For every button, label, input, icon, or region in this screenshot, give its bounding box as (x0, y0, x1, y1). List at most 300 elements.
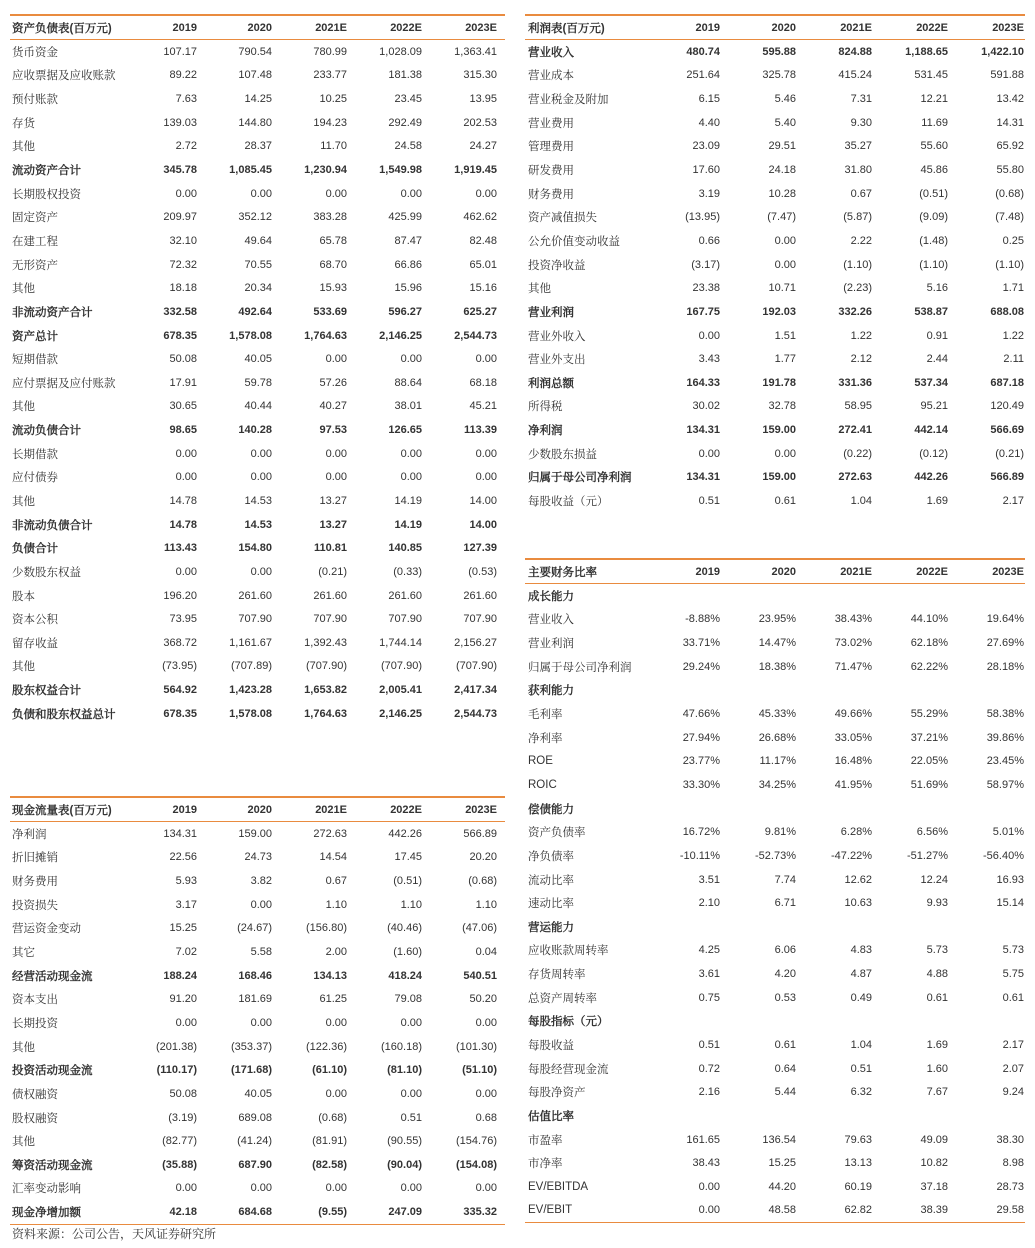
cash-flow-value-2023e: 0.00 (475, 1182, 497, 1195)
income-statement-value-2021e: 31.80 (844, 164, 872, 177)
income-statement-value-2019: 4.40 (698, 116, 720, 129)
cash-flow-value-2023e: 335.32 (463, 1206, 497, 1219)
balance-sheet-value-2023e: 15.16 (469, 282, 497, 295)
balance-sheet-value-2022e: 24.58 (394, 140, 422, 153)
balance-sheet-value-2020: 0.00 (250, 565, 272, 578)
column-header-2020: 2020 (771, 21, 796, 34)
balance-sheet-value-2019: 345.78 (163, 164, 197, 177)
income-statement-value-2023e: (7.48) (995, 211, 1024, 224)
balance-sheet-row (10, 560, 505, 584)
income-statement-row-label: 所得税 (528, 401, 563, 414)
balance-sheet-value-2021e: 0.00 (325, 471, 347, 484)
financial-ratios-row-label: 总资产周转率 (528, 992, 597, 1005)
income-statement-value-2023e: 65.92 (996, 140, 1024, 153)
financial-ratios-row (525, 939, 1025, 963)
income-statement-row-label: 财务费用 (528, 188, 574, 201)
balance-sheet-value-2023e: 1,363.41 (454, 45, 497, 58)
cash-flow-value-2020: 689.08 (238, 1111, 272, 1124)
balance-sheet-value-2019: 107.17 (163, 45, 197, 58)
cash-flow-value-2023e: (0.68) (468, 875, 497, 888)
income-statement-value-2023e: 55.80 (996, 164, 1024, 177)
balance-sheet-value-2020: 1,578.08 (229, 329, 272, 342)
income-statement-row-label: 公允价值变动收益 (528, 235, 620, 248)
cash-flow-value-2022e: (90.04) (387, 1158, 422, 1171)
income-statement-value-2022e: 537.34 (914, 376, 948, 389)
financial-ratios-value-2022e: -51.27% (907, 849, 948, 862)
balance-sheet-value-2022e: 126.65 (388, 424, 422, 437)
balance-sheet-value-2020: 707.90 (238, 613, 272, 626)
income-statement-value-2022e: (0.12) (919, 447, 948, 460)
balance-sheet-value-2019: 368.72 (163, 636, 197, 649)
cash-flow-value-2023e: (154.08) (456, 1158, 497, 1171)
cash-flow-value-2020: 24.73 (244, 851, 272, 864)
financial-ratios-value-2023e: 58.38% (986, 708, 1024, 721)
financial-ratios-value-2021e: 16.48% (834, 755, 872, 768)
balance-sheet-row-label: 短期借款 (12, 354, 58, 367)
income-statement-row-label: 每股收益（元） (528, 495, 609, 508)
financial-ratios-value-2021e: 62.82 (844, 1204, 872, 1217)
cash-flow-value-2019: (201.38) (156, 1040, 197, 1053)
column-header-2019: 2019 (695, 21, 720, 34)
income-statement-row (525, 489, 1025, 513)
income-statement-value-2021e: 7.31 (850, 93, 872, 106)
cash-flow-row (10, 1153, 505, 1177)
table-title: 现金流量表(百万元) (12, 804, 112, 817)
balance-sheet-value-2023e: 45.21 (469, 400, 497, 413)
cash-flow-value-2022e: (160.18) (381, 1040, 422, 1053)
cash-flow-value-2020: (353.37) (231, 1040, 272, 1053)
cash-flow-value-2023e: 0.00 (475, 1016, 497, 1029)
balance-sheet-value-2020: 1,423.28 (229, 684, 272, 697)
income-statement-value-2021e: 332.26 (838, 305, 872, 318)
balance-sheet-value-2020: 0.00 (250, 187, 272, 200)
financial-ratios-value-2022e: 37.21% (910, 731, 948, 744)
balance-sheet-value-2021e: 1,653.82 (304, 684, 347, 697)
cash-flow-value-2019: 91.20 (169, 993, 197, 1006)
balance-sheet-row (10, 655, 505, 679)
balance-sheet-row-label: 无形资产 (12, 259, 58, 272)
financial-ratios-value-2023e: -56.40% (983, 849, 1024, 862)
balance-sheet-value-2019: 0.00 (175, 187, 197, 200)
balance-sheet-value-2022e: 1,549.98 (379, 164, 422, 177)
balance-sheet-value-2022e: 23.45 (394, 93, 422, 106)
balance-sheet-row (10, 253, 505, 277)
balance-sheet-value-2021e: 0.00 (325, 187, 347, 200)
balance-sheet-value-2020: 1,085.45 (229, 164, 272, 177)
cash-flow-row (10, 893, 505, 917)
balance-sheet-value-2020: 492.64 (238, 305, 272, 318)
income-statement-row-label: 营业利润 (528, 306, 574, 319)
income-statement-value-2020: 325.78 (762, 69, 796, 82)
balance-sheet-value-2022e: 15.96 (394, 282, 422, 295)
income-statement-value-2021e: (0.22) (843, 447, 872, 460)
column-header-2021e: 2021E (840, 21, 872, 34)
income-statement-value-2020: 5.46 (774, 93, 796, 106)
income-statement-value-2021e: 2.22 (850, 234, 872, 247)
balance-sheet-value-2023e: 2,417.34 (454, 684, 497, 697)
cash-flow-value-2022e: 0.00 (400, 1182, 422, 1195)
column-header-2021e: 2021E (315, 803, 347, 816)
balance-sheet-value-2022e: 425.99 (388, 211, 422, 224)
balance-sheet-value-2023e: (707.90) (456, 660, 497, 673)
income-statement-value-2020: 1.51 (774, 329, 796, 342)
financial-ratios-value-2020: 6.06 (774, 944, 796, 957)
income-statement-row-label: 营业外收入 (528, 330, 586, 343)
financial-ratios-value-2020: 6.71 (774, 897, 796, 910)
balance-sheet-value-2022e: 88.64 (394, 376, 422, 389)
cash-flow-value-2022e: 17.45 (394, 851, 422, 864)
financial-ratios-value-2019: 161.65 (686, 1133, 720, 1146)
balance-sheet-value-2021e: 57.26 (319, 376, 347, 389)
financial-ratios-section-row (525, 797, 1025, 821)
income-statement-row (525, 253, 1025, 277)
income-statement-value-2022e: 2.44 (926, 353, 948, 366)
balance-sheet-value-2019: 18.18 (169, 282, 197, 295)
income-statement-value-2022e: 11.69 (921, 116, 948, 129)
income-statement-value-2021e: 272.41 (838, 424, 872, 437)
financial-ratios-value-2022e: 44.10% (910, 613, 948, 626)
income-statement-value-2020: 29.51 (768, 140, 796, 153)
balance-sheet-value-2021e: 383.28 (313, 211, 347, 224)
financial-ratios-value-2020: 0.61 (774, 1038, 796, 1051)
balance-sheet-row (10, 466, 505, 490)
financial-ratios-section-row (525, 1104, 1025, 1128)
income-statement-value-2020: 10.28 (768, 187, 796, 200)
income-statement-value-2019: 23.38 (692, 282, 720, 295)
financial-ratios-row (525, 868, 1025, 892)
financial-ratios-row-label: 市净率 (528, 1158, 563, 1171)
cash-flow-row-label: 长期投资 (12, 1017, 58, 1030)
financial-ratios-value-2021e: 38.43% (834, 613, 872, 626)
financial-ratios-value-2021e: 73.02% (834, 637, 872, 650)
income-statement-value-2023e: 1,422.10 (981, 45, 1024, 58)
table-header-row (10, 798, 505, 822)
balance-sheet-value-2023e: 707.90 (463, 613, 497, 626)
balance-sheet-value-2019: 332.58 (163, 305, 197, 318)
balance-sheet-row-label: 应付票据及应付账款 (12, 377, 116, 390)
financial-ratios-value-2021e: 41.95% (834, 778, 872, 791)
income-statement-value-2022e: 95.21 (920, 400, 948, 413)
financial-ratios-value-2023e: 15.14 (996, 897, 1024, 910)
financial-ratios-row (525, 1128, 1025, 1152)
balance-sheet-row-label: 非流动负债合计 (12, 519, 93, 532)
income-statement-row-label: 营业成本 (528, 70, 574, 83)
financial-ratios-row-label: 存货周转率 (528, 969, 586, 982)
balance-sheet-value-2021e: 68.70 (319, 258, 347, 271)
income-statement-value-2023e: 120.49 (990, 400, 1024, 413)
income-statement-value-2020: 5.40 (774, 116, 796, 129)
income-statement-value-2020: 32.78 (768, 400, 796, 413)
table-body (525, 584, 1025, 1222)
income-statement-value-2019: (3.17) (691, 258, 720, 271)
cash-flow-row (10, 1082, 505, 1106)
income-statement-value-2021e: 35.27 (844, 140, 872, 153)
balance-sheet-value-2019: 32.10 (169, 234, 197, 247)
income-statement-value-2020: 0.00 (774, 234, 796, 247)
balance-sheet-value-2023e: 113.39 (463, 424, 497, 437)
cash-flow-value-2021e: 0.67 (325, 875, 347, 888)
cash-flow-row-label: 债权融资 (12, 1088, 58, 1101)
balance-sheet-value-2021e: 1,392.43 (304, 636, 347, 649)
cash-flow-value-2019: 0.00 (175, 1016, 197, 1029)
cash-flow-row-label: 其他 (12, 1136, 35, 1149)
balance-sheet-value-2022e: 2,146.25 (379, 329, 422, 342)
cash-flow-value-2019: 0.00 (175, 1182, 197, 1195)
cash-flow-value-2023e: (51.10) (462, 1064, 497, 1077)
income-statement-row (525, 324, 1025, 348)
income-statement-row (525, 111, 1025, 135)
cash-flow-row (10, 987, 505, 1011)
balance-sheet-row (10, 347, 505, 371)
cash-flow-value-2020: 40.05 (244, 1087, 272, 1100)
income-statement-value-2020: 0.00 (774, 447, 796, 460)
balance-sheet-value-2020: 140.28 (238, 424, 272, 437)
cash-flow-value-2021e: 272.63 (313, 827, 347, 840)
financial-ratios-row (525, 631, 1025, 655)
income-statement-value-2022e: (9.09) (919, 211, 948, 224)
financial-ratios-row (525, 820, 1025, 844)
cash-flow-row (10, 1035, 505, 1059)
cash-flow-row (10, 846, 505, 870)
cash-flow-value-2023e: 1.10 (475, 898, 497, 911)
financial-ratios-value-2019: 23.77% (682, 755, 720, 768)
balance-sheet-value-2019: 0.00 (175, 565, 197, 578)
cash-flow-row-label: 资本支出 (12, 994, 58, 1007)
income-statement-row (525, 418, 1025, 442)
financial-ratios-value-2022e: 10.82 (920, 1157, 948, 1170)
balance-sheet-row-label: 在建工程 (12, 235, 58, 248)
balance-sheet-row-label: 应付债券 (12, 472, 58, 485)
column-header-2019: 2019 (172, 21, 197, 34)
income-statement-row (525, 135, 1025, 159)
income-statement-value-2021e: 58.95 (844, 400, 872, 413)
income-statement-value-2021e: (5.87) (843, 211, 872, 224)
financial-ratios-value-2022e: 9.93 (926, 897, 948, 910)
balance-sheet-row-label: 其他 (12, 141, 35, 154)
cash-flow-value-2021e: 61.25 (319, 993, 347, 1006)
balance-sheet-value-2023e: 82.48 (469, 234, 497, 247)
cash-flow-value-2022e: (1.60) (393, 946, 422, 959)
income-statement-value-2020: 191.78 (762, 376, 796, 389)
financial-ratios-value-2019: 0.00 (698, 1180, 720, 1193)
income-statement-row-label: 营业外支出 (528, 354, 586, 367)
balance-sheet-row (10, 607, 505, 631)
cash-flow-table (10, 796, 505, 1225)
balance-sheet-row (10, 678, 505, 702)
income-statement-row (525, 229, 1025, 253)
financial-ratios-row (525, 1151, 1025, 1175)
income-statement-value-2023e: 688.08 (990, 305, 1024, 318)
balance-sheet-value-2022e: 0.00 (400, 447, 422, 460)
cash-flow-value-2019: 42.18 (169, 1206, 197, 1219)
financial-ratios-value-2021e: 10.63 (844, 897, 872, 910)
income-statement-value-2019: 0.00 (698, 329, 720, 342)
financial-ratios-value-2023e: 28.18% (986, 660, 1024, 673)
income-statement-value-2022e: 442.14 (914, 424, 948, 437)
income-statement-value-2019: 134.31 (686, 471, 720, 484)
cash-flow-value-2021e: 0.00 (325, 1016, 347, 1029)
balance-sheet-value-2020: 1,578.08 (229, 707, 272, 720)
balance-sheet-value-2019: 14.78 (169, 494, 197, 507)
cash-flow-value-2023e: 0.04 (475, 946, 497, 959)
balance-sheet-row-label: 长期股权投资 (12, 188, 81, 201)
balance-sheet-value-2019: 89.22 (169, 69, 197, 82)
balance-sheet-row (10, 40, 505, 64)
income-statement-value-2019: 3.43 (698, 353, 720, 366)
cash-flow-row-label: 现金净增加额 (12, 1207, 81, 1220)
column-header-2022e: 2022E (916, 565, 948, 578)
balance-sheet-value-2023e: 261.60 (463, 589, 497, 602)
cash-flow-value-2023e: 50.20 (469, 993, 497, 1006)
income-statement-row-label: 利润总额 (528, 377, 574, 390)
financial-ratios-row (525, 986, 1025, 1010)
column-header-2023e: 2023E (992, 21, 1024, 34)
column-header-2021e: 2021E (315, 21, 347, 34)
financial-ratios-value-2019: 0.75 (698, 991, 720, 1004)
financial-ratios-row-label: 速动比率 (528, 898, 574, 911)
income-statement-value-2020: 10.71 (768, 282, 796, 295)
financial-ratios-row-label: 归属于母公司净利润 (528, 661, 632, 674)
balance-sheet-value-2019: 72.32 (169, 258, 197, 271)
balance-sheet-value-2023e: 65.01 (469, 258, 497, 271)
financial-ratios-row-label: 每股收益 (528, 1039, 574, 1052)
income-statement-value-2023e: 1.71 (1002, 282, 1024, 295)
column-header-2020: 2020 (247, 803, 272, 816)
cash-flow-value-2021e: (9.55) (318, 1206, 347, 1219)
balance-sheet-value-2021e: 194.23 (313, 116, 347, 129)
financial-ratios-value-2023e: 16.93 (996, 873, 1024, 886)
income-statement-value-2020: 0.00 (774, 258, 796, 271)
financial-ratios-value-2022e: 0.61 (926, 991, 948, 1004)
income-statement-row-label: 管理费用 (528, 141, 574, 154)
balance-sheet-value-2023e: 0.00 (475, 187, 497, 200)
financial-ratios-value-2022e: 37.18 (920, 1180, 948, 1193)
income-statement-row-label: 投资净收益 (528, 259, 586, 272)
financial-ratios-value-2023e: 19.64% (986, 613, 1024, 626)
income-statement-row (525, 371, 1025, 395)
financial-ratios-row-label: ROE (528, 755, 553, 768)
financial-ratios-value-2021e: 6.28% (840, 826, 872, 839)
balance-sheet-value-2021e: 13.27 (319, 518, 347, 531)
balance-sheet-row (10, 300, 505, 324)
balance-sheet-value-2023e: 68.18 (469, 376, 497, 389)
balance-sheet-value-2022e: 2,005.41 (379, 684, 422, 697)
income-statement-value-2023e: 13.42 (996, 93, 1024, 106)
column-header-2020: 2020 (247, 21, 272, 34)
cash-flow-row-label: 投资损失 (12, 899, 58, 912)
financial-ratios-value-2022e: 62.18% (910, 637, 948, 650)
balance-sheet-row-label: 流动负债合计 (12, 425, 81, 438)
financial-ratios-row (525, 773, 1025, 797)
balance-sheet-value-2021e: 261.60 (313, 589, 347, 602)
financial-ratios-value-2023e: 5.01% (992, 826, 1024, 839)
balance-sheet-value-2021e: 110.81 (313, 542, 347, 555)
financial-ratios-section-row (525, 584, 1025, 608)
income-statement-row-label: 其他 (528, 283, 551, 296)
cash-flow-value-2022e: 0.00 (400, 1087, 422, 1100)
cash-flow-value-2023e: 540.51 (463, 969, 497, 982)
financial-ratios-value-2022e: 1.60 (926, 1062, 948, 1075)
table-body (10, 40, 505, 726)
balance-sheet-value-2019: 7.63 (175, 93, 197, 106)
financial-ratios-section-label: 成长能力 (528, 590, 574, 603)
financial-ratios-value-2019: 0.51 (698, 1038, 720, 1051)
balance-sheet-value-2022e: 66.86 (394, 258, 422, 271)
balance-sheet-row-label: 资本公积 (12, 614, 58, 627)
source-note: 资料来源：公司公告，天风证券研究所 (12, 1227, 217, 1241)
column-header-2021e: 2021E (840, 565, 872, 578)
balance-sheet-row-label: 股本 (12, 590, 35, 603)
cash-flow-value-2021e: (156.80) (306, 922, 347, 935)
cash-flow-value-2021e: (122.36) (306, 1040, 347, 1053)
balance-sheet-row-label: 其他 (12, 401, 35, 414)
financial-ratios-value-2023e: 27.69% (986, 637, 1024, 650)
income-statement-value-2020: 159.00 (762, 424, 796, 437)
balance-sheet-value-2019: 0.00 (175, 471, 197, 484)
income-statement-row-label: 研发费用 (528, 165, 574, 178)
column-header-2020: 2020 (771, 565, 796, 578)
balance-sheet-value-2023e: 202.53 (463, 116, 497, 129)
financial-ratios-value-2019: 0.00 (698, 1204, 720, 1217)
balance-sheet-row-label: 股东权益合计 (12, 685, 81, 698)
cash-flow-value-2019: 3.17 (175, 898, 197, 911)
financial-ratios-row-label: 营业利润 (528, 638, 574, 651)
income-statement-value-2021e: 415.24 (838, 69, 872, 82)
balance-sheet-row-label: 其他 (12, 661, 35, 674)
financial-ratios-value-2020: 45.33% (758, 708, 796, 721)
balance-sheet-value-2023e: 127.39 (463, 542, 497, 555)
financial-ratios-row (525, 1057, 1025, 1081)
balance-sheet-value-2021e: 0.00 (325, 353, 347, 366)
cash-flow-row-label: 汇率变动影响 (12, 1183, 81, 1196)
financial-ratios-section-label: 获利能力 (528, 685, 574, 698)
financial-ratios-value-2019: 3.51 (698, 873, 720, 886)
balance-sheet-row-label: 负债和股东权益总计 (12, 708, 116, 721)
cash-flow-row (10, 940, 505, 964)
income-statement-value-2022e: 1.69 (926, 494, 948, 507)
balance-sheet-row-label: 货币资金 (12, 46, 58, 59)
cash-flow-value-2023e: (101.30) (456, 1040, 497, 1053)
cash-flow-value-2022e: 418.24 (388, 969, 422, 982)
income-statement-value-2020: 1.77 (774, 353, 796, 366)
cash-flow-value-2023e: 566.89 (463, 827, 497, 840)
income-statement-row-label: 营业费用 (528, 117, 574, 130)
income-statement-value-2021e: 331.36 (838, 376, 872, 389)
financial-ratios-value-2020: 5.44 (774, 1086, 796, 1099)
column-header-2023e: 2023E (992, 565, 1024, 578)
balance-sheet-row (10, 631, 505, 655)
income-statement-value-2021e: 9.30 (850, 116, 872, 129)
financial-ratios-value-2023e: 5.75 (1002, 968, 1024, 981)
cash-flow-value-2020: 0.00 (250, 1182, 272, 1195)
cash-flow-value-2019: (82.77) (162, 1135, 197, 1148)
income-statement-value-2020: 0.61 (774, 494, 796, 507)
cash-flow-value-2023e: 0.68 (475, 1111, 497, 1124)
cash-flow-row (10, 1106, 505, 1130)
cash-flow-value-2020: 3.82 (250, 875, 272, 888)
financial-ratios-value-2019: 16.72% (682, 826, 720, 839)
cash-flow-value-2023e: (154.76) (456, 1135, 497, 1148)
balance-sheet-value-2023e: 2,544.73 (454, 707, 497, 720)
financial-ratios-row-label: 净负债率 (528, 850, 574, 863)
income-statement-row (525, 87, 1025, 111)
balance-sheet-value-2020: 59.78 (244, 376, 272, 389)
balance-sheet-row (10, 584, 505, 608)
financial-ratios-value-2020: 14.47% (758, 637, 796, 650)
financial-ratios-value-2022e: 6.56% (916, 826, 948, 839)
balance-sheet-value-2022e: 14.19 (394, 518, 422, 531)
income-statement-value-2020: 595.88 (762, 45, 796, 58)
